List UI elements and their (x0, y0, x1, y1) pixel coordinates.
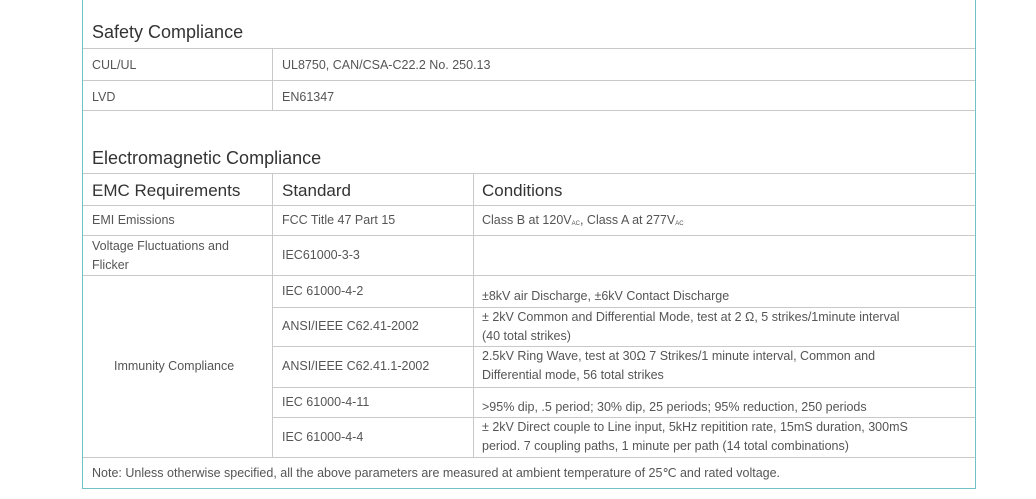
header-conditions: Conditions (482, 181, 563, 200)
emi-sub-a: AC (571, 221, 580, 227)
emi-cond-a: Class B at 120V (482, 213, 572, 227)
immunity-standard-3: ANSI/IEEE C62.41.1-2002 (282, 359, 430, 373)
header-emc-requirements: EMC Requirements (92, 181, 241, 200)
immunity-standard-1: IEC 61000-4-2 (282, 284, 364, 298)
divider (83, 173, 975, 174)
divider (83, 205, 975, 206)
divider (83, 48, 975, 49)
safety-section-title: Safety Compliance (92, 22, 244, 42)
emi-cond-b: , Class A at 277V (579, 213, 676, 227)
safety-value-culul: UL8750, CAN/CSA-C22.2 No. 250.13 (282, 58, 491, 72)
flicker-label-line1: Voltage Fluctuations and (92, 239, 229, 253)
column-divider (473, 173, 474, 457)
emi-label: EMI Emissions (92, 213, 175, 227)
safety-value-lvd: EN61347 (282, 90, 335, 104)
immunity-standard-4: IEC 61000-4-11 (282, 395, 370, 409)
divider (83, 80, 975, 81)
divider (83, 110, 975, 111)
divider (273, 387, 975, 388)
immunity-cond-5b: period. 7 coupling paths, 1 minute per path (14 total combinations) (482, 439, 849, 453)
column-divider (272, 173, 273, 457)
safety-label-culul: CUL/UL (92, 58, 137, 72)
footnote: Note: Unless otherwise specified, all the above parameters are measured at ambient temperature of 25℃ and rated voltage. (92, 466, 781, 480)
header-standard: Standard (282, 181, 351, 200)
immunity-cond-1: ±8kV air Discharge, ±6kV Contact Discharge (482, 289, 730, 303)
divider (83, 235, 975, 236)
immunity-cond-4: >95% dip, .5 period; 30% dip, 25 periods; 95% reduction, 250 periods (482, 400, 867, 414)
emi-sub-b: AC (675, 221, 684, 227)
emi-standard: FCC Title 47 Part 15 (282, 213, 396, 227)
immunity-standard-5: IEC 61000-4-4 (282, 430, 364, 444)
immunity-cond-3a: 2.5kV Ring Wave, test at 30Ω 7 Strikes/1 minute interval, Common and (482, 349, 876, 363)
emi-conditions (482, 211, 684, 234)
immunity-label: Immunity Compliance (114, 359, 235, 373)
divider (83, 275, 975, 276)
flicker-standard: IEC61000-3-3 (282, 248, 360, 262)
divider (83, 457, 975, 458)
immunity-cond-2b: (40 total strikes) (482, 329, 571, 343)
immunity-cond-3b: Differential mode, 56 total strikes (482, 368, 664, 382)
immunity-standard-2: ANSI/IEEE C62.41-2002 (282, 319, 419, 333)
immunity-cond-2a: ± 2kV Common and Differential Mode, test at 2 Ω, 5 strikes/1minute interval (482, 310, 900, 324)
safety-label-lvd: LVD (92, 90, 116, 104)
emc-section-title: Electromagnetic Compliance (92, 148, 322, 168)
column-divider (272, 48, 273, 110)
immunity-cond-5a: ± 2kV Direct couple to Line input, 5kHz repitition rate, 15mS duration, 300mS (482, 420, 908, 434)
flicker-label-line2: Flicker (92, 258, 129, 272)
